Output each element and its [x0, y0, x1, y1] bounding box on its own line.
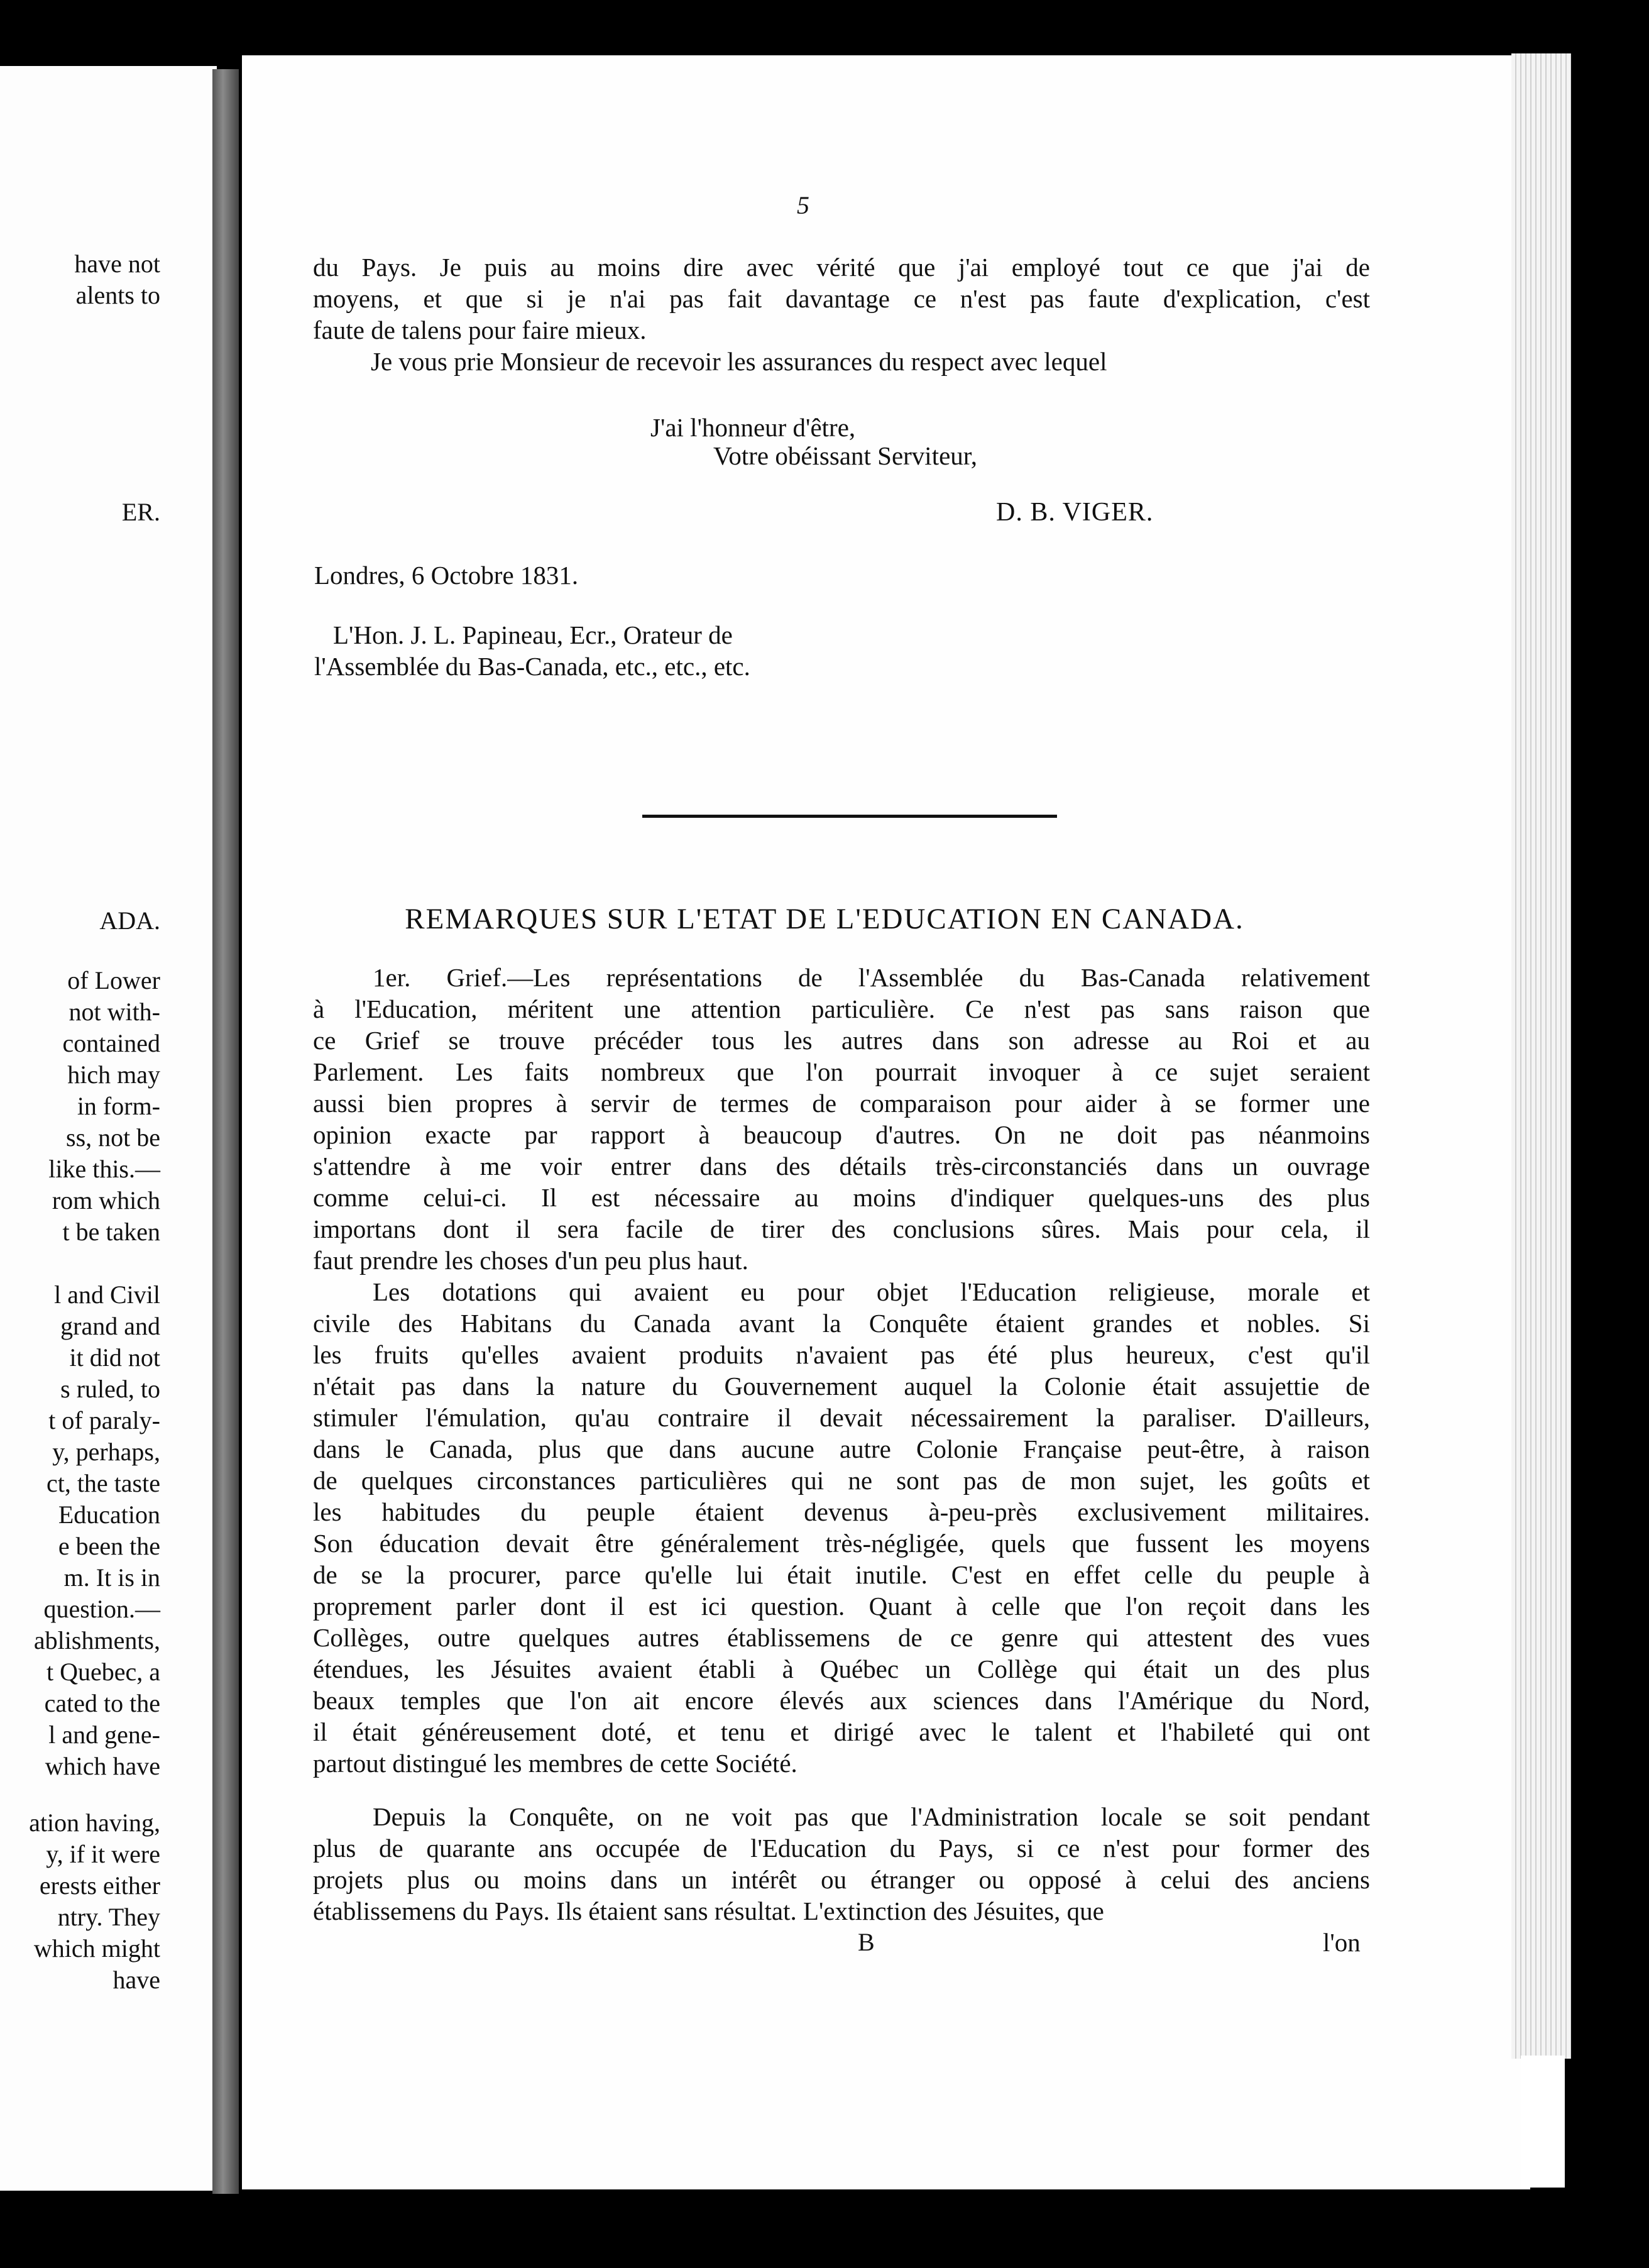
left-page-line: question.—: [43, 1595, 160, 1623]
left-page-line: contained: [62, 1029, 160, 1057]
left-page-line: ss, not be: [66, 1123, 160, 1152]
page-number: 5: [797, 191, 809, 219]
left-page-line: y, perhaps,: [52, 1438, 160, 1466]
text-line: ce Grief se trouve précéder tous les autres dans son adresse au Roi et au: [313, 1026, 1370, 1055]
text-line: de quelques circonstances particulières qui ne sont pas de mon sujet, les goûts et: [313, 1466, 1370, 1495]
left-page-line: cated to the: [44, 1689, 160, 1717]
text-line: n'était pas dans la nature du Gouvernement auquel la Colonie était assujettie de: [313, 1372, 1370, 1401]
left-page-line: t Quebec, a: [46, 1658, 160, 1686]
addressee-line-2: l'Assemblée du Bas-Canada, etc., etc., etc.: [314, 652, 750, 681]
text-line: projets plus ou moins dans un intérêt ou étranger ou opposé à celui des anciens: [313, 1865, 1370, 1894]
paragraph-1: [313, 962, 1370, 1276]
left-page-line: e been the: [58, 1532, 160, 1560]
left-page-line: ct, the taste: [46, 1469, 160, 1497]
left-page-line: erests either: [39, 1871, 160, 1900]
text-line: partout distingué les membres de cette Société.: [313, 1749, 797, 1778]
text-line: beaux temples que l'on ait encore élevés aux sciences dans l'Amérique du Nord,: [313, 1686, 1370, 1715]
paragraph-3: [313, 1801, 1370, 1927]
text-line: moyens, et que si je n'ai pas fait davantage ce n'est pas faute d'explication, c'est: [313, 284, 1370, 313]
text-line: importans dont il sera facile de tirer des conclusions sûres. Mais pour cela, il: [313, 1214, 1370, 1243]
text-line: stimuler l'émulation, qu'au contraire il devait nécessairement la paraliser. D'ailleurs,: [313, 1403, 1370, 1432]
left-page-line: m. It is in: [63, 1563, 160, 1592]
letter-paragraph: [313, 251, 1370, 346]
section-title: REMARQUES SUR L'ETAT DE L'EDUCATION EN CANADA.: [405, 903, 1244, 935]
section-divider: [642, 815, 1057, 818]
paragraph-2: [313, 1276, 1370, 1779]
text-line: comme celui-ci. Il est nécessaire au moins d'indiquer quelques-uns des plus: [313, 1183, 1370, 1212]
page-edges: [1511, 53, 1571, 2059]
left-page-line: rom which: [52, 1186, 160, 1214]
left-page-line: not with-: [68, 998, 160, 1026]
signature: D. B. VIGER.: [996, 498, 1154, 527]
addressee-line-1: L'Hon. J. L. Papineau, Ecr., Orateur de: [333, 620, 733, 649]
left-page-line: it did not: [69, 1343, 160, 1372]
left-page-line: ntry. They: [57, 1903, 160, 1931]
catchword: l'on: [1323, 1928, 1361, 1957]
text-line: les habitudes du peuple étaient devenus à-peu-près exclusivement militaires.: [313, 1497, 1370, 1526]
left-page-line: s ruled, to: [60, 1375, 160, 1403]
text-line: établissemens du Pays. Ils étaient sans résultat. L'extinction des Jésuites, que: [313, 1896, 1104, 1925]
text-line: civile des Habitans du Canada avant la Conquête étaient grandes et nobles. Si: [313, 1309, 1370, 1338]
text-line: Son éducation devait être généralement très-négligée, quels que fussent les moyens: [313, 1529, 1370, 1558]
place-date: Londres, 6 Octobre 1831.: [314, 561, 579, 590]
text-line: plus de quarante ans occupée de l'Education du Pays, si ce n'est pour former des: [313, 1834, 1370, 1863]
left-page-line: of Lower: [67, 966, 160, 994]
text-line: faut prendre les choses d'un peu plus haut.: [313, 1246, 748, 1275]
left-page-line: ER.: [121, 498, 160, 526]
signature-mark: B: [858, 1928, 875, 1956]
left-page-line: have not: [74, 250, 160, 278]
text-line: à l'Education, méritent une attention particulière. Ce n'est pas sans raison que: [313, 994, 1370, 1023]
text-line: opinion exacte par rapport à beaucoup d'autres. On ne doit pas néanmoins: [313, 1120, 1370, 1149]
text-line: étendues, les Jésuites avaient établi à Québec un Collège qui était un des plus: [313, 1654, 1370, 1683]
left-page-line: which have: [45, 1752, 160, 1780]
left-page-line: which might: [33, 1934, 160, 1962]
text-line: s'attendre à me voir entrer dans des détails très-circonstanciés dans un ouvrage: [313, 1152, 1370, 1181]
left-page-line: t be taken: [62, 1218, 160, 1246]
left-page-line: have: [112, 1966, 160, 1994]
closing-line: Je vous prie Monsieur de recevoir les assurances du respect avec lequel: [371, 347, 1107, 376]
left-page-line: in form-: [77, 1092, 160, 1120]
left-page-line: l and Civil: [54, 1280, 160, 1309]
left-page-line: y, if it were: [46, 1840, 160, 1868]
text-line: proprement parler dont il est ici question. Quant à celle que l'on reçoit dans les: [313, 1592, 1370, 1621]
text-line: Les dotations qui avaient eu pour objet l'Education religieuse, morale et: [373, 1277, 1370, 1306]
left-page-line: ation having,: [29, 1808, 160, 1837]
text-line: Parlement. Les faits nombreux que l'on pourrait invoquer à ce sujet seraient: [313, 1057, 1370, 1086]
text-line: Collèges, outre quelques autres établissemens de ce genre qui attestent des vues: [313, 1623, 1370, 1652]
left-page-line: t of paraly-: [48, 1406, 160, 1434]
left-page-line: ablishments,: [33, 1626, 160, 1654]
left-page-line: hich may: [67, 1060, 160, 1089]
left-page-line: grand and: [60, 1312, 160, 1340]
left-page-line: ADA.: [99, 906, 160, 935]
text-line: aussi bien propres à servir de termes de comparaison pour aider à se former une: [313, 1089, 1370, 1118]
honneur-line: J'ai l'honneur d'être,: [650, 413, 856, 442]
text-line: 1er. Grief.—Les représentations de l'Assemblée du Bas-Canada relativement: [373, 963, 1370, 992]
left-page-line: alents to: [75, 281, 160, 309]
text-line: de se la procurer, parce qu'elle lui était inutile. C'est en effet celle du peuple à: [313, 1560, 1370, 1589]
serviteur-line: Votre obéissant Serviteur,: [713, 441, 978, 470]
text-line: il était généreusement doté, et tenu et dirigé avec le talent et l'habileté qui ont: [313, 1717, 1370, 1746]
text-line: faute de talens pour faire mieux.: [313, 316, 647, 344]
left-page-line: l and gene-: [48, 1720, 160, 1749]
text-line: du Pays. Je puis au moins dire avec vérité que j'ai employé tout ce que j'ai de: [313, 253, 1370, 282]
text-line: Depuis la Conquête, on ne voit pas que l'Administration locale se soit pendant: [373, 1802, 1370, 1831]
text-line: dans le Canada, plus que dans aucune autre Colonie Française peut-être, à raison: [313, 1434, 1370, 1463]
text-line: les fruits qu'elles avaient produits n'avaient pas été plus heureux, c'est qu'il: [313, 1340, 1370, 1369]
book-gutter: [212, 69, 239, 2194]
left-page-line: Education: [58, 1500, 160, 1529]
left-page-line: like this.—: [48, 1155, 160, 1183]
